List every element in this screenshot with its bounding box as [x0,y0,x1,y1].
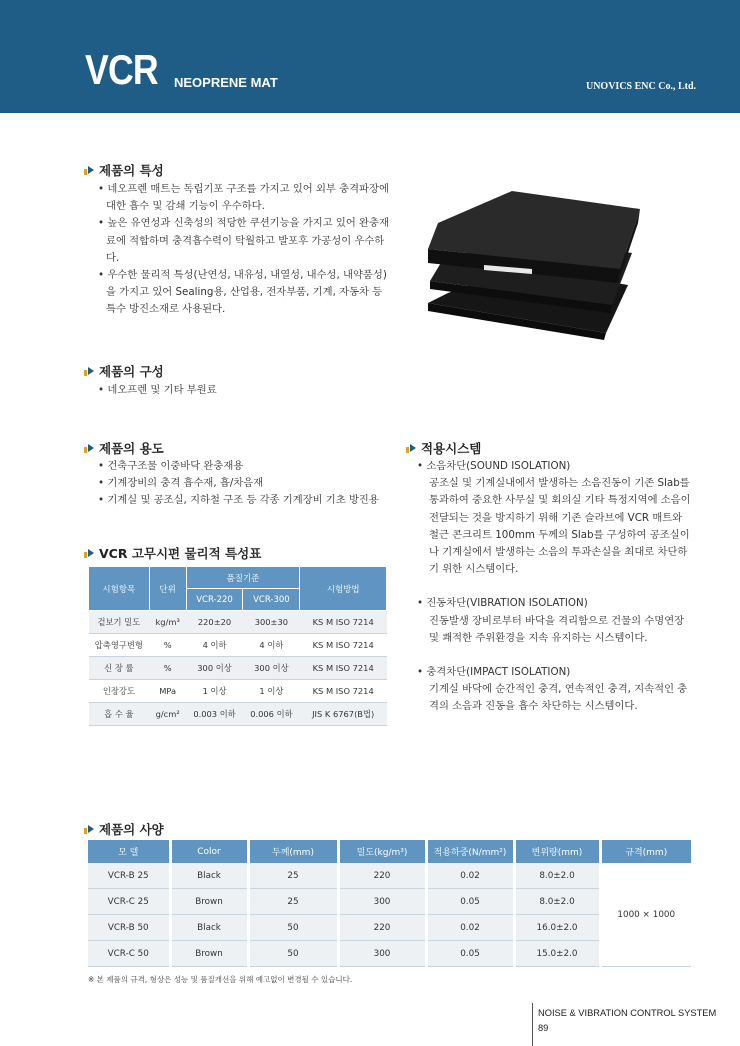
cell-thickness: 50 [248,941,338,967]
header-load: 적용하중(N/mm²) [426,840,514,863]
cell-v220: 220±20 [186,611,243,634]
cell-model: VCR-C 25 [88,889,170,915]
list-item-text: 우수한 물리적 특성(난연성, 내유성, 내열성, 내수성, 내약품성)을 가지고 있어 Sealing용, 산업용, 전자부품, 기계, 자동차 등 특수 방진소재로 사용된다. [106,269,387,316]
header-density: 밀도(kg/m³) [338,840,426,863]
header-banner [0,0,740,113]
cell-item: 겉보기 밀도 [89,611,150,634]
system-title: • 소음차단(SOUND ISOLATION) [417,460,571,472]
footer [538,1006,716,1036]
cell-method: KS M ISO 7214 [300,634,387,657]
cell-color: Brown [170,889,248,915]
system-description: 공조실 및 기계실내에서 발생하는 소음진동이 기존 Slab를 통과하여 중요한 사무실 및 회의실 기타 특정지역에 소음이 전달되는 것을 방지하기 위해 기존 슬라브에 VCR 매트와 철근 콘크리트 100mm 두께의 Slab를 구성하여 공조실이나 기계실에서 발생하는 소음의 투과손실을 최대로 차단하기 위한 시스템이다. [429,477,691,576]
footer-system: NOISE & VIBRATION CONTROL SYSTEM [538,1008,717,1018]
cell-v220: 0.003 이하 [186,703,243,726]
specs-title: 제품의 사양 [99,822,164,837]
cell-v300: 300 이상 [243,657,300,680]
header-standard: 품질기준 [186,567,300,589]
list-item-text: 높은 유연성과 신축성의 적당한 쿠션기능을 가지고 있어 완충재료에 적합하며 충격흡수력이 탁월하고 발포후 가공성이 우수하다. [106,217,389,264]
table-row [88,863,691,889]
cell-v220: 300 이상 [186,657,243,680]
cell-v300: 4 이하 [243,634,300,657]
cell-displacement: 15.0±2.0 [514,941,600,967]
composition-heading [88,362,164,380]
company-name: UNOVICS ENC Co., Ltd. [585,81,696,92]
cell-displacement: 8.0±2.0 [514,863,600,889]
arrow-icon [410,444,416,452]
cell-color: Black [170,915,248,941]
cell-density: 300 [338,941,426,967]
cell-unit: g/cm² [149,703,186,726]
list-item-text: 네오프렌 및 기타 부원료 [107,384,217,396]
features-list [94,181,394,319]
table-row [89,680,387,703]
cell-color: Brown [170,941,248,967]
systems-list [417,458,695,716]
header-thickness: 두께(mm) [248,840,338,863]
cell-density: 220 [338,863,426,889]
cell-item: 신 장 률 [89,657,150,680]
cell-unit: MPa [149,680,186,703]
properties-heading [88,544,261,562]
system-title-text: 충격차단(IMPACT ISOLATION) [426,666,571,679]
arrow-icon [88,166,94,174]
header-vcr220: VCR-220 [186,589,243,611]
cell-model: VCR-B 25 [88,863,170,889]
cell-model: VCR-C 50 [88,941,170,967]
product-subtitle: NEOPRENE MAT [174,75,278,90]
cell-density: 300 [338,889,426,915]
list-item: • 네오프렌 및 기타 부원료 [98,384,217,396]
arrow-icon [88,825,94,833]
cell-displacement: 8.0±2.0 [514,889,600,915]
cell-unit: % [149,657,186,680]
cell-method: KS M ISO 7214 [300,611,387,634]
header-color: Color [170,840,248,863]
usage-title: 제품의 용도 [99,441,164,456]
cell-method: KS M ISO 7214 [300,657,387,680]
cell-density: 220 [338,915,426,941]
list-item: • 우수한 물리적 특성(난연성, 내유성, 내열성, 내수성, 내약품성)을 가지고 있어 Sealing용, 산업용, 전자부품, 기계, 자동차 등 특수 방진소재로 사용된다. [98,269,387,316]
list-item: • 네오프렌 매트는 독립기포 구조를 가지고 있어 외부 충격파장에 대한 흡수 및 감쇄 기능이 우수하다. [98,183,389,213]
system-title: • 충격차단(IMPACT ISOLATION) [417,666,571,679]
cell-load: 0.02 [426,915,514,941]
cell-load: 0.05 [426,941,514,967]
features-heading [88,161,164,179]
properties-title: VCR 고무시편 물리적 특성표 [99,546,262,561]
cell-size: 1000 × 1000 [600,863,691,967]
list-item: • 기계실 및 공조실, 지하철 구조 등 각종 기계장비 기초 방진용 [98,494,379,507]
specs-heading [88,820,164,838]
composition-list [94,382,394,399]
composition-title: 제품의 구성 [99,364,164,379]
table-row [89,634,387,657]
cell-thickness: 50 [248,915,338,941]
cell-thickness: 25 [248,889,338,915]
cell-thickness: 25 [248,863,338,889]
cell-method: KS M ISO 7214 [300,680,387,703]
table-row [89,657,387,680]
list-item: • 기계장비의 충격 흡수재, 흡/차음재 [98,477,264,490]
specs-table [88,840,691,967]
table-row [89,703,387,726]
system-title-text: 진동차단(VIBRATION ISOLATION) [426,597,588,610]
usage-heading [88,439,164,457]
list-item: • 건축구조물 이중바닥 완충재용 [98,460,244,472]
systems-title: 적용시스템 [421,441,482,456]
cell-displacement: 16.0±2.0 [514,915,600,941]
features-title: 제품의 특성 [99,163,164,178]
cell-load: 0.02 [426,863,514,889]
list-item-text: 기계장비의 충격 흡수재, 흡/차음재 [107,477,264,490]
header-vcr300: VCR-300 [243,589,300,611]
usage-list [94,458,404,510]
arrow-icon [88,444,94,452]
cell-load: 0.05 [426,889,514,915]
cell-unit: kg/m³ [149,611,186,634]
footer-divider [532,1003,533,1046]
system-description: 진동발생 장비로부터 바닥을 격리함으로 건물의 수명연장 및 쾌적한 주위환경을 지속 유지하는 시스템이다. [429,614,685,644]
cell-unit: % [149,634,186,657]
cell-v220: 4 이하 [186,634,243,657]
arrow-icon [88,367,94,375]
cell-color: Black [170,863,248,889]
cell-item: 압축영구변형 [89,634,150,657]
cell-v300: 300±30 [243,611,300,634]
cell-v300: 0.006 이하 [243,703,300,726]
list-item-text: 기계실 및 공조실, 지하철 구조 등 각종 기계장비 기초 방진용 [107,494,379,507]
product-title: VCR [85,46,158,93]
page-number: 89 [538,1023,549,1033]
properties-table [88,566,387,726]
systems-heading [410,439,481,457]
cell-model: VCR-B 50 [88,915,170,941]
table-row [89,611,387,634]
list-item-text: 네오프렌 매트는 독립기포 구조를 가지고 있어 외부 충격파장에 대한 흡수 및 감쇄 기능이 우수하다. [106,183,389,213]
list-item: • 높은 유연성과 신축성의 적당한 쿠션기능을 가지고 있어 완충재료에 적합하며 충격흡수력이 탁월하고 발포후 가공성이 우수하다. [98,217,389,264]
header-displacement: 변위량(mm) [514,840,600,863]
cell-item: 흡 수 율 [89,703,150,726]
system-title: • 진동차단(VIBRATION ISOLATION) [417,597,588,610]
header-item: 시험항목 [89,567,150,611]
header-unit: 단위 [149,567,186,611]
system-description: 기계실 바닥에 순간적인 충격, 연속적인 충격, 지속적인 충격의 소음과 진동을 흡수 차단하는 시스템이다. [429,683,688,713]
header-size: 규격(mm) [600,840,691,863]
cell-v220: 1 이상 [186,680,243,703]
header-method: 시험방법 [300,567,387,611]
cell-item: 인장강도 [89,680,150,703]
cell-v300: 1 이상 [243,680,300,703]
system-title-text: 소음차단(SOUND ISOLATION) [426,460,571,472]
list-item-text: 건축구조물 이중바닥 완충재용 [107,460,244,472]
cell-method: JIS K 6767(B법) [300,703,387,726]
neoprene-mat-image [428,185,640,340]
header-model: 모 델 [88,840,170,863]
arrow-icon [88,549,94,557]
specs-note: ※ 본 제품의 규격, 형상은 성능 및 품질개선을 위해 예고없이 변경될 수 있습니다. [88,975,353,984]
